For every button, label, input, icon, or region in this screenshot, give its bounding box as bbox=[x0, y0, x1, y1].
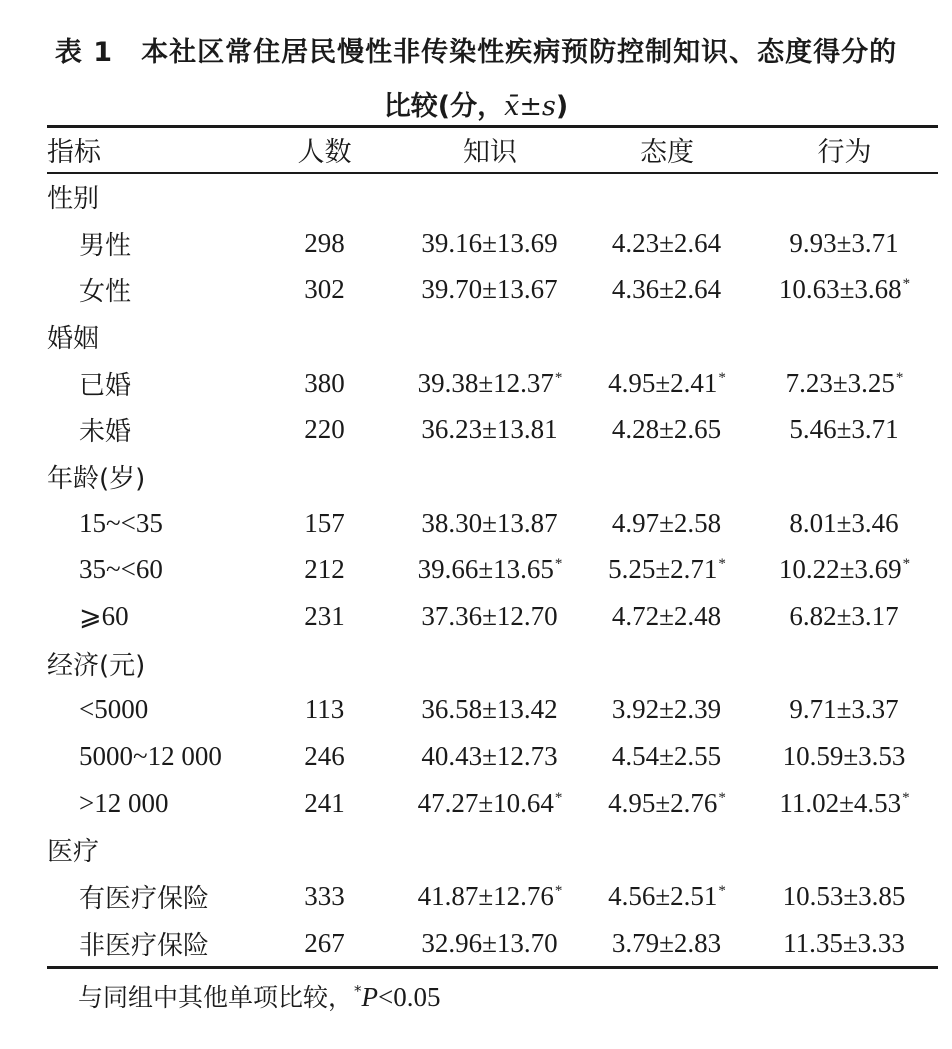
cell-behavior bbox=[751, 500, 938, 547]
attitude-value: 4.95±2.76 bbox=[608, 787, 718, 818]
row-count: 212 bbox=[304, 554, 345, 585]
attitude-significance-mark: * bbox=[718, 883, 726, 900]
attitude-value: 3.92±2.39 bbox=[611, 694, 722, 725]
cell-attitude bbox=[583, 780, 751, 827]
knowledge-value: 39.66±13.65 bbox=[417, 554, 554, 585]
cell-behavior bbox=[751, 780, 938, 827]
row-count: 246 bbox=[304, 741, 345, 772]
behavior-value: 10.53±3.85 bbox=[782, 881, 906, 912]
row-label: <5000 bbox=[79, 694, 149, 725]
cell-knowledge bbox=[397, 406, 583, 453]
group-row bbox=[47, 827, 938, 874]
attitude-value: 4.54±2.55 bbox=[611, 741, 722, 772]
row-label: 已婚 bbox=[79, 370, 132, 401]
table-row bbox=[47, 360, 938, 407]
cell-knowledge bbox=[397, 733, 583, 780]
behavior-value: 11.02±4.53 bbox=[779, 787, 902, 818]
row-label: 非医疗保险 bbox=[79, 930, 210, 961]
header-row bbox=[47, 125, 938, 173]
header-behavior: 行为 bbox=[817, 136, 872, 168]
knowledge-significance-mark: * bbox=[554, 369, 563, 386]
cell-attitude bbox=[583, 266, 751, 313]
behavior-value: 11.35±3.33 bbox=[783, 927, 905, 958]
group-label: 婚姻 bbox=[47, 323, 100, 354]
behavior-value: 7.23±3.25 bbox=[785, 367, 895, 398]
attitude-value: 4.56±2.51 bbox=[608, 881, 718, 912]
group-row bbox=[47, 173, 938, 220]
header-count: 人数 bbox=[297, 136, 352, 168]
behavior-value: 10.63±3.68 bbox=[778, 274, 902, 305]
behavior-value: 10.59±3.53 bbox=[782, 741, 906, 772]
behavior-significance-mark: * bbox=[902, 789, 910, 806]
group-row bbox=[47, 313, 938, 360]
header-indicator: 指标 bbox=[47, 136, 101, 168]
cell-behavior bbox=[751, 406, 938, 453]
knowledge-value: 37.36±12.70 bbox=[421, 601, 558, 632]
header-knowledge: 知识 bbox=[463, 136, 517, 168]
cell-knowledge bbox=[397, 920, 583, 967]
group-label: 年龄(岁) bbox=[47, 463, 146, 494]
group-label: 性别 bbox=[47, 183, 100, 214]
row-count: 298 bbox=[304, 227, 345, 258]
knowledge-value: 32.96±13.70 bbox=[421, 927, 558, 958]
behavior-value: 9.71±3.37 bbox=[789, 694, 899, 725]
cell-knowledge bbox=[397, 687, 583, 734]
knowledge-significance-mark: * bbox=[554, 789, 563, 806]
knowledge-value: 39.38±12.37 bbox=[417, 367, 554, 398]
attitude-value: 4.72±2.48 bbox=[611, 601, 722, 632]
behavior-value: 10.22±3.69 bbox=[778, 554, 902, 585]
knowledge-value: 36.23±13.81 bbox=[421, 414, 558, 445]
cell-behavior bbox=[751, 360, 938, 407]
attitude-value: 5.25±2.71 bbox=[608, 554, 718, 585]
attitude-value: 4.23±2.64 bbox=[611, 227, 722, 258]
attitude-value: 4.97±2.58 bbox=[611, 507, 722, 538]
behavior-significance-mark: * bbox=[895, 369, 904, 386]
table-row bbox=[47, 500, 938, 547]
behavior-significance-mark: * bbox=[902, 276, 911, 293]
cell-behavior bbox=[751, 593, 938, 640]
attitude-value: 4.36±2.64 bbox=[611, 274, 722, 305]
row-count: 380 bbox=[304, 367, 345, 398]
cell-attitude bbox=[583, 687, 751, 734]
cell-behavior bbox=[751, 733, 938, 780]
cell-knowledge bbox=[397, 266, 583, 313]
cell-attitude bbox=[583, 220, 751, 267]
row-count: 231 bbox=[304, 601, 345, 632]
cell-knowledge bbox=[397, 500, 583, 547]
row-label: 有医疗保险 bbox=[79, 884, 210, 915]
row-count: 241 bbox=[304, 787, 345, 818]
cell-behavior bbox=[751, 920, 938, 967]
row-label: 35~<60 bbox=[79, 554, 163, 585]
knowledge-significance-mark: * bbox=[554, 556, 563, 573]
footnote-text: 与同组中其他单项比较， bbox=[78, 983, 354, 1012]
attitude-significance-mark: * bbox=[718, 556, 726, 573]
table-row bbox=[47, 687, 938, 734]
knowledge-value: 39.16±13.69 bbox=[421, 227, 558, 258]
table-title-line2 bbox=[0, 84, 952, 123]
row-label: 女性 bbox=[79, 277, 132, 308]
table-row bbox=[47, 593, 938, 640]
cell-attitude bbox=[583, 733, 751, 780]
row-label: >12 000 bbox=[79, 787, 169, 818]
cell-knowledge bbox=[397, 547, 583, 594]
cell-behavior bbox=[751, 220, 938, 267]
cell-knowledge bbox=[397, 593, 583, 640]
table-row bbox=[47, 873, 938, 920]
title-prefix: 比较(分， bbox=[383, 91, 505, 122]
row-label: 未婚 bbox=[79, 417, 132, 448]
footnote-p-value: <0.05 bbox=[378, 982, 441, 1012]
table-row bbox=[47, 406, 938, 453]
table-row bbox=[47, 733, 938, 780]
group-row bbox=[47, 453, 938, 500]
knowledge-significance-mark: * bbox=[554, 883, 563, 900]
table-footnote bbox=[78, 978, 441, 1014]
table-row bbox=[47, 920, 938, 967]
table-row bbox=[47, 220, 938, 267]
cell-attitude bbox=[583, 593, 751, 640]
row-count: 113 bbox=[304, 694, 345, 725]
knowledge-value: 39.70±13.67 bbox=[421, 274, 558, 305]
row-count: 333 bbox=[304, 881, 345, 912]
row-count: 267 bbox=[304, 927, 345, 958]
behavior-value: 6.82±3.17 bbox=[789, 601, 899, 632]
title-stat-symbol: x̄±s bbox=[504, 91, 556, 122]
row-count: 302 bbox=[304, 274, 345, 305]
cell-attitude bbox=[583, 920, 751, 967]
cell-knowledge bbox=[397, 780, 583, 827]
row-count: 157 bbox=[304, 507, 345, 538]
behavior-value: 8.01±3.46 bbox=[789, 507, 899, 538]
attitude-significance-mark: * bbox=[718, 369, 726, 386]
attitude-value: 4.95±2.41 bbox=[608, 367, 718, 398]
cell-knowledge bbox=[397, 220, 583, 267]
title-suffix: ) bbox=[555, 91, 569, 122]
knowledge-value: 47.27±10.64 bbox=[417, 787, 554, 818]
row-label: ⩾60 bbox=[79, 601, 129, 632]
cell-knowledge bbox=[397, 873, 583, 920]
attitude-value: 4.28±2.65 bbox=[611, 414, 722, 445]
knowledge-value: 40.43±12.73 bbox=[421, 741, 558, 772]
attitude-significance-mark: * bbox=[718, 789, 726, 806]
cell-attitude bbox=[583, 360, 751, 407]
row-label: 15~<35 bbox=[79, 507, 163, 538]
behavior-significance-mark: * bbox=[902, 556, 911, 573]
table-row bbox=[47, 547, 938, 594]
knowledge-value: 36.58±13.42 bbox=[421, 694, 558, 725]
table-row bbox=[47, 266, 938, 313]
cell-knowledge bbox=[397, 360, 583, 407]
cell-attitude bbox=[583, 873, 751, 920]
group-row bbox=[47, 640, 938, 687]
cell-attitude bbox=[583, 547, 751, 594]
knowledge-value: 38.30±13.87 bbox=[421, 507, 558, 538]
cell-attitude bbox=[583, 500, 751, 547]
cell-behavior bbox=[751, 266, 938, 313]
group-label: 医疗 bbox=[47, 837, 100, 868]
group-label: 经济(元) bbox=[47, 650, 146, 681]
table-row bbox=[47, 780, 938, 827]
attitude-value: 3.79±2.83 bbox=[611, 927, 722, 958]
row-label: 5000~12 000 bbox=[79, 741, 222, 772]
header-attitude: 态度 bbox=[640, 136, 694, 168]
cell-behavior bbox=[751, 873, 938, 920]
row-label: 男性 bbox=[79, 230, 132, 261]
behavior-value: 5.46±3.71 bbox=[789, 414, 899, 445]
table-title-line1: 表 1 本社区常住居民慢性非传染性疾病预防控制知识、态度得分的 bbox=[54, 37, 898, 68]
cell-behavior bbox=[751, 687, 938, 734]
table-body bbox=[47, 173, 938, 967]
comparison-table bbox=[47, 125, 938, 967]
row-count: 220 bbox=[304, 414, 345, 445]
knowledge-value: 41.87±12.76 bbox=[417, 881, 554, 912]
behavior-value: 9.93±3.71 bbox=[789, 227, 899, 258]
cell-behavior bbox=[751, 547, 938, 594]
footnote-p-label: P bbox=[361, 982, 379, 1012]
footnote-mark: * bbox=[354, 982, 362, 1000]
cell-attitude bbox=[583, 406, 751, 453]
